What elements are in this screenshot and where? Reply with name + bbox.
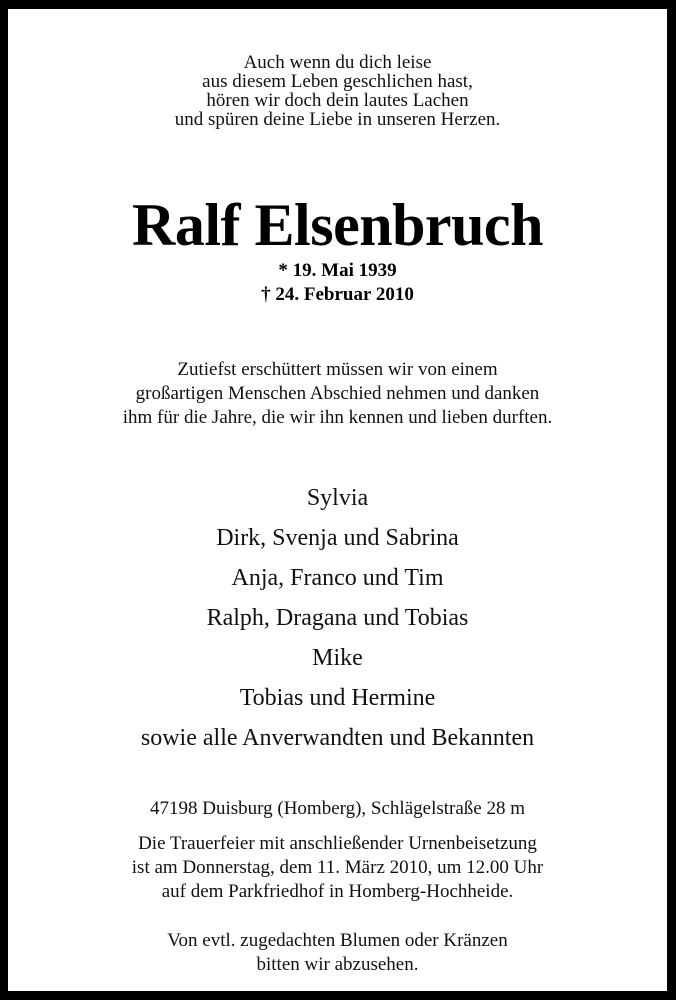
mourner-entry: Sylvia xyxy=(306,485,369,511)
poem-line: und spüren deine Liebe in unseren Herzen. xyxy=(174,109,501,130)
message-line: großartigen Menschen Abschied nehmen und danken xyxy=(135,383,540,404)
funeral-line: auf dem Parkfriedhof in Homberg-Hochheide. xyxy=(161,881,514,902)
funeral-line: Die Trauerfeier mit anschließender Urnenbeisetzung xyxy=(138,833,537,854)
funeral-line: ist am Donnerstag, dem 11. März 2010, um 12.00 Uhr xyxy=(131,857,544,878)
obituary-notice xyxy=(8,9,667,991)
deceased-name: Ralf Elsenbruch xyxy=(132,192,543,258)
flowers-line: Von evtl. zugedachten Blumen oder Kränzen xyxy=(167,930,508,951)
life-dates xyxy=(8,259,667,307)
funeral-details xyxy=(8,832,667,904)
mourners-list xyxy=(8,478,667,758)
poem-line: aus diesem Leben geschlichen hast, xyxy=(202,71,473,92)
mourner-entry: Anja, Franco und Tim xyxy=(231,565,444,591)
mourner-entry: Mike xyxy=(312,645,363,671)
poem-line: Auch wenn du dich leise xyxy=(243,52,432,73)
flowers-request xyxy=(8,929,667,977)
memorial-poem xyxy=(8,53,667,129)
mourner-entry: Ralph, Dragana und Tobias xyxy=(206,605,469,631)
message-line: ihm für die Jahre, die wir ihn kennen und lieben durften. xyxy=(122,407,553,428)
birth-date: * 19. Mai 1939 xyxy=(278,260,397,281)
mourner-entry: sowie alle Anverwandten und Bekannten xyxy=(140,725,535,751)
flowers-line: bitten wir abzusehen. xyxy=(256,954,419,975)
poem-line: hören wir doch dein lautes Lachen xyxy=(206,90,469,111)
mourner-entry: Dirk, Svenja und Sabrina xyxy=(216,525,459,551)
death-date: † 24. Februar 2010 xyxy=(261,284,414,305)
condolence-message xyxy=(8,358,667,430)
mourner-entry: Tobias und Hermine xyxy=(239,685,436,711)
message-line: Zutiefst erschüttert müssen wir von einem xyxy=(177,359,498,380)
family-address: 47198 Duisburg (Homberg), Schlägelstraße 28 m xyxy=(149,798,526,819)
